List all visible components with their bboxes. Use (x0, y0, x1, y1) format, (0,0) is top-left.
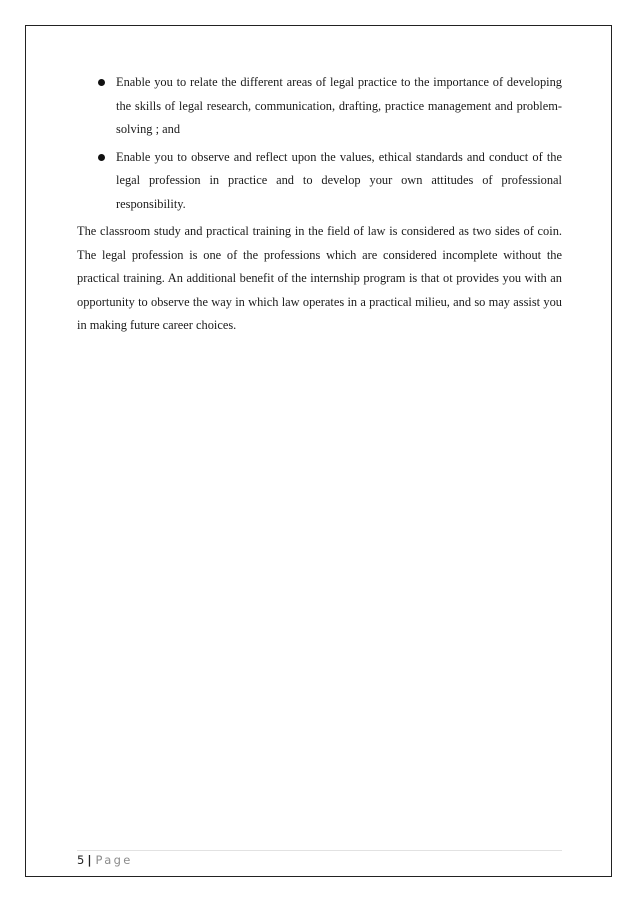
bullet-text: Enable you to observe and reflect upon the values, ethical standards and conduct of the legal profession in practice and to develop your own attitudes of professional responsibility. (116, 149, 562, 211)
page-label: Page (95, 853, 133, 867)
list-item (77, 71, 562, 142)
bullet-icon (98, 79, 105, 86)
footer-separator: | (87, 853, 92, 867)
list-item (77, 146, 562, 217)
bullet-list (77, 71, 562, 216)
bullet-icon (98, 154, 105, 161)
bullet-text: Enable you to relate the different areas of legal practice to the importance of developing the skills of legal research, communication, drafting, practice management and problem-solving ; and (116, 75, 562, 136)
document-body (77, 71, 562, 338)
page-number: 5 (77, 853, 85, 867)
footer-divider (77, 850, 562, 851)
body-paragraph: The classroom study and practical training in the field of law is considered as two sides of coin. The legal profession is one of the professions which are considered incomplete without the practical training. An additional benefit of the internship program is that ot provides you with an opportunity to observe the way in which law operates in a practical milieu, and so may assist you in making future career choices. (77, 224, 562, 332)
page-footer (77, 852, 133, 868)
